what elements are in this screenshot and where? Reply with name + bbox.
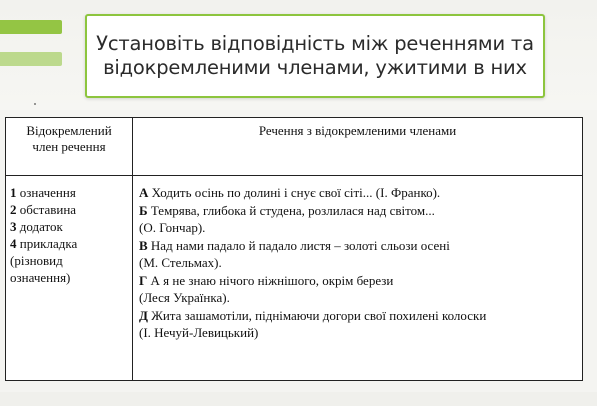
sentence-text: (М. Стельмах). bbox=[139, 255, 222, 270]
sentence-line bbox=[139, 237, 578, 255]
list-item bbox=[10, 252, 128, 269]
list-item bbox=[10, 269, 128, 286]
sentence-text: Над нами падало й падало листя – золоті сльози осені bbox=[147, 237, 450, 253]
header-text: член речення bbox=[32, 139, 106, 154]
sentence-text: Ходить осінь по долині і снує свої сіті... (І. Франко). bbox=[148, 185, 441, 200]
item-text: додаток bbox=[16, 219, 63, 234]
header-text: Речення з відокремленими членами bbox=[258, 123, 457, 138]
header-cell-sentences bbox=[133, 118, 583, 176]
sentence-text: (І. Нечуй-Левицький) bbox=[139, 325, 259, 340]
decorative-bar bbox=[0, 52, 62, 66]
slide-title bbox=[87, 32, 543, 80]
sentence-text: (О. Гончар). bbox=[139, 220, 206, 235]
item-number: 2 bbox=[10, 202, 17, 217]
sentence-text: (Леся Українка). bbox=[139, 290, 230, 305]
table-row bbox=[6, 176, 583, 381]
sentence-line bbox=[139, 219, 578, 237]
sentence-text: Жита зашамотіли, піднімаючи догори свої похилені колоски bbox=[147, 307, 487, 323]
matching-table bbox=[5, 117, 583, 381]
item-text: прикладка bbox=[16, 236, 78, 251]
table-header-row bbox=[6, 118, 583, 176]
item-text: (різновид bbox=[10, 253, 63, 268]
list-item bbox=[10, 235, 128, 252]
list-item bbox=[10, 184, 128, 201]
item-number: 4 bbox=[10, 236, 17, 251]
item-text: обставина bbox=[16, 202, 77, 217]
list-item bbox=[10, 201, 128, 218]
item-text: означення) bbox=[10, 270, 71, 285]
sentence-letter: Б bbox=[139, 202, 148, 218]
list-item bbox=[10, 218, 128, 235]
sentence-line bbox=[139, 289, 578, 307]
slide-footer-strip bbox=[0, 392, 597, 406]
sentence-line bbox=[139, 307, 578, 325]
decorative-dot bbox=[34, 103, 36, 105]
item-number: 3 bbox=[10, 219, 17, 234]
sentence-line bbox=[139, 202, 578, 220]
decorative-bar bbox=[0, 20, 62, 34]
header-cell-member bbox=[6, 118, 133, 176]
item-number: 1 bbox=[10, 185, 17, 200]
sentence-text: Темрява, глибока й студена, розлилася над світом... bbox=[147, 202, 435, 218]
sentence-list bbox=[133, 176, 583, 381]
member-list bbox=[6, 176, 133, 381]
sentence-letter: Д bbox=[139, 307, 148, 323]
item-text: означення bbox=[16, 185, 76, 200]
sentence-letter: Г bbox=[139, 272, 148, 288]
sentence-letter: В bbox=[139, 237, 148, 253]
sentence-letter: А bbox=[139, 185, 149, 200]
sentence-line bbox=[139, 254, 578, 272]
sentence-line bbox=[139, 184, 578, 202]
slide-title-line: відокремленими членами, ужитими в них bbox=[103, 56, 527, 79]
sentence-text: А я не знаю нічого ніжнішого, окрім берези bbox=[147, 272, 394, 288]
title-box bbox=[85, 14, 545, 98]
slide-title-line: Установіть відповідність між реченнями та bbox=[96, 32, 534, 55]
header-text: Відокремлений bbox=[26, 123, 112, 138]
sentence-line bbox=[139, 324, 578, 342]
sentence-line bbox=[139, 272, 578, 290]
